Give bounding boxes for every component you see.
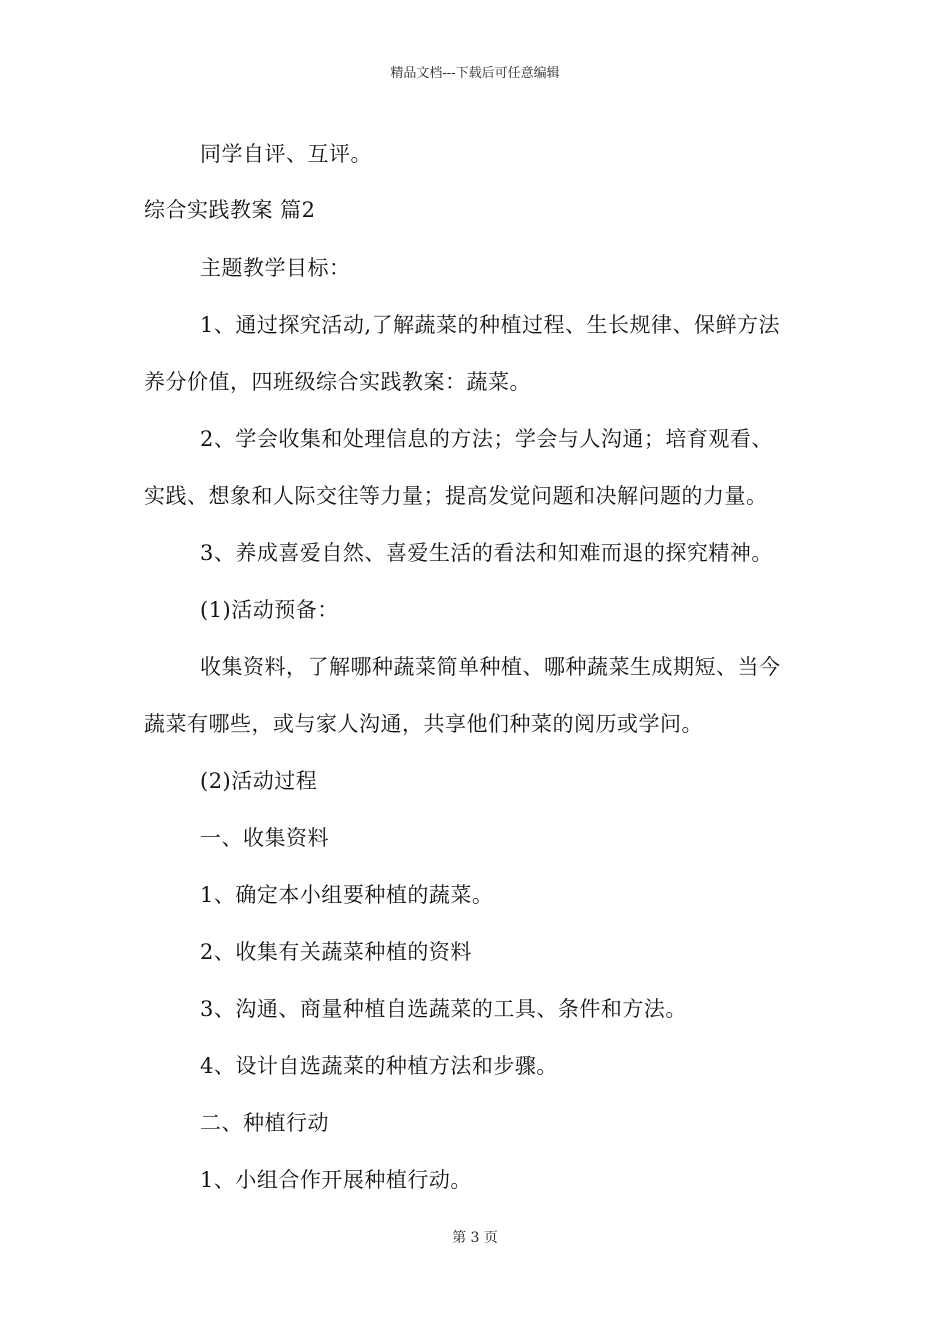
- paragraph-line: (2)活动过程: [200, 769, 318, 793]
- paragraph-line: 实践、想象和人际交往等力量；提高发觉问题和决解问题的力量。: [144, 484, 768, 508]
- paragraph-line: 主题教学目标：: [200, 256, 351, 280]
- paragraph-line: 二、种植行动: [200, 1111, 329, 1135]
- page-number: 第 3 页: [452, 1230, 498, 1246]
- page-header: 精品文档---下载后可任意编辑: [390, 66, 560, 81]
- paragraph-line: 2、收集有关蔬菜种植的资料: [200, 940, 472, 964]
- paragraph-line: 3、养成喜爱自然、喜爱生活的看法和知难而退的探究精神。: [200, 541, 773, 565]
- paragraph-line: 1、通过探究活动,了解蔬菜的种植过程、生长规律、保鲜方法: [200, 313, 781, 337]
- paragraph-line: 1、确定本小组要种植的蔬菜。: [200, 883, 494, 907]
- paragraph-line: 1、小组合作开展种植行动。: [200, 1168, 472, 1192]
- paragraph-line: 蔬菜有哪些，或与家人沟通，共享他们种菜的阅历或学问。: [144, 712, 703, 736]
- paragraph-line: 一、收集资料: [200, 826, 329, 850]
- paragraph-line: 4、设计自选蔬菜的种植方法和步骤。: [200, 1054, 558, 1078]
- paragraph-line: 2、学会收集和处理信息的方法；学会与人沟通；培育观看、: [200, 427, 773, 451]
- paragraph-line: 养分价值，四班级综合实践教案：蔬菜。: [144, 370, 531, 394]
- paragraph-line: (1)活动预备：: [200, 598, 339, 622]
- paragraph-line: 3、沟通、商量种植自选蔬菜的工具、条件和方法。: [200, 997, 687, 1021]
- paragraph-line: 收集资料，了解哪种蔬菜简单种植、哪种蔬菜生成期短、当今: [200, 655, 781, 679]
- paragraph-line: 同学自评、互评。: [200, 142, 372, 166]
- section-heading: 综合实践教案 篇2: [144, 198, 316, 222]
